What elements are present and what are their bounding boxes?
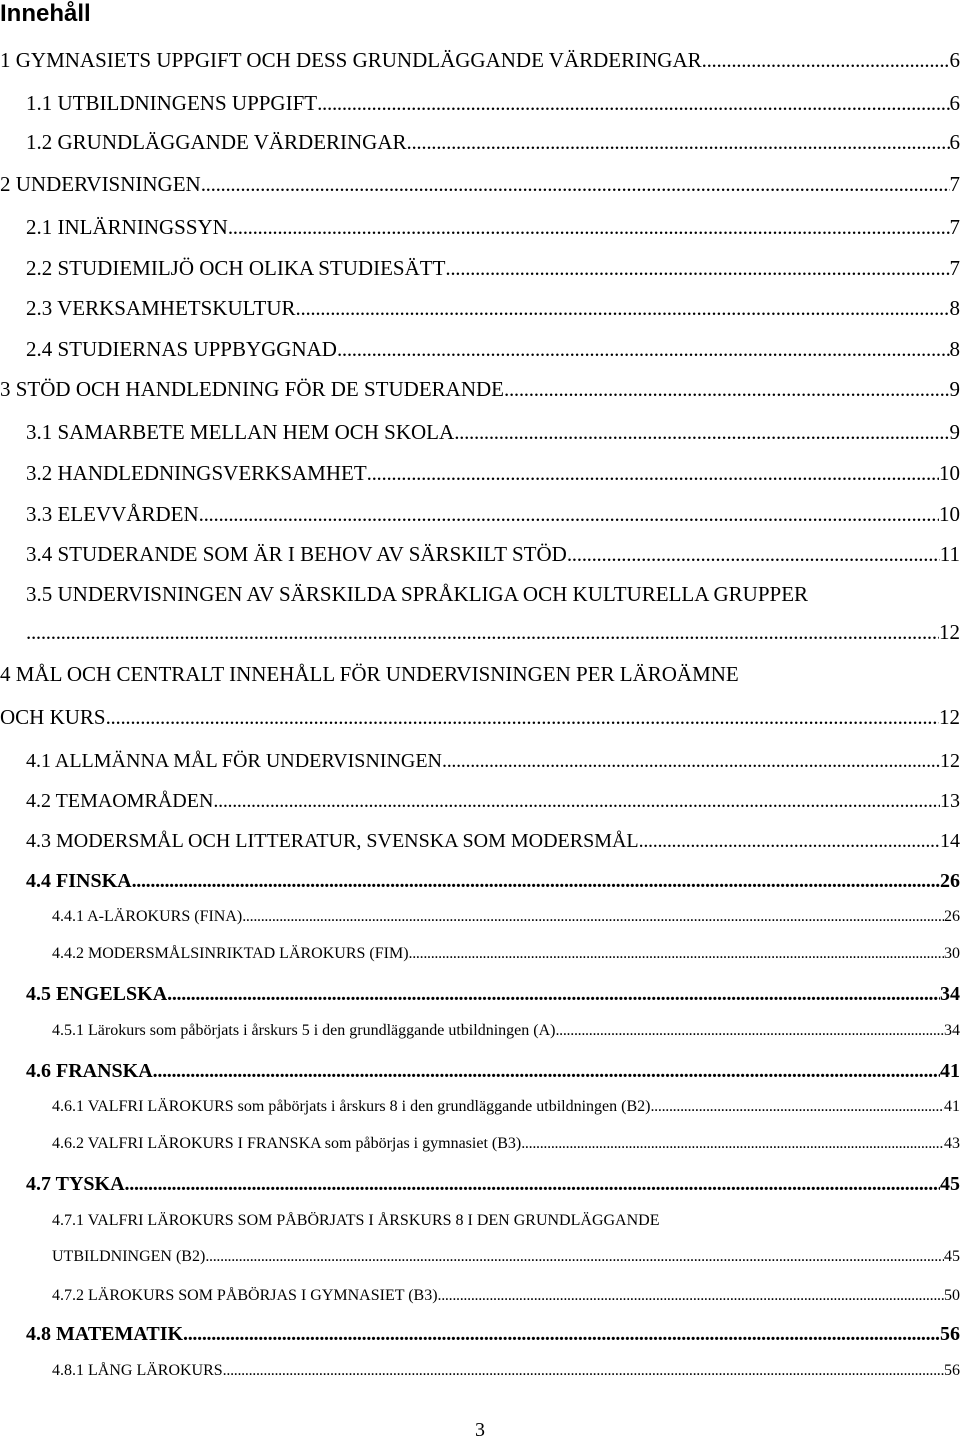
toc-entry[interactable] [52,1362,960,1388]
toc-entry-title: 4.6.1 VALFRI LÄROKURS som påbörjats i årskurs 8 i den grundläggande utbildningen (B2) [52,1098,650,1116]
toc-entry-title: 2.4 STUDIERNAS UPPBYGGNAD [26,337,337,362]
toc-entry[interactable] [26,215,960,241]
toc-entry-page: 6 [950,48,960,73]
toc-entry[interactable] [26,91,960,117]
toc-entry[interactable] [0,172,960,198]
toc-entry-title: 2.3 VERKSAMHETSKULTUR [26,296,296,321]
toc-entry-title-cont: OCH KURS [0,705,106,730]
toc-entry-title: 3.3 ELEVVÅRDEN [26,502,199,527]
toc-leader-dots [201,172,950,197]
toc-leader-dots [228,215,950,240]
toc-entry-title: 4.3 MODERSMÅL OCH LITTERATUR, SVENSKA SOM MODERSMÅL [26,830,639,853]
toc-entry-page: 12 [939,620,960,645]
toc-entry[interactable] [26,790,960,816]
toc-entry-page: 7 [950,172,960,197]
toc-entry-title: 4.5 ENGELSKA [26,983,167,1006]
toc-leader-dots [223,1362,944,1380]
toc-entry-title: 4.8.1 LÅNG LÄROKURS [52,1362,223,1380]
toc-entry[interactable] [26,750,960,776]
toc-entry[interactable] [52,1098,960,1124]
toc-leader-dots [132,870,940,893]
toc-leader-dots [167,983,940,1006]
toc-entry[interactable] [26,542,960,568]
toc-entry[interactable] [26,830,960,856]
toc-entry-page: 9 [950,420,960,445]
toc-entry-title: 2.2 STUDIEMILJÖ OCH OLIKA STUDIESÄTT [26,256,445,281]
toc-entry[interactable] [52,1248,960,1274]
toc-entry-page: 30 [944,945,960,963]
toc-leader-dots [183,1323,940,1346]
toc-entry-title-cont: UTBILDNINGEN (B2) [52,1248,205,1266]
toc-leader-dots [242,908,944,926]
toc-entry-title: 4.4.1 A-LÄROKURS (FINA) [52,908,242,926]
toc-entry-page: 26 [944,908,960,926]
toc-entry-title: 4.5.1 Lärokurs som påbörjats i årskurs 5 i den grundläggande utbildningen (A) [52,1022,555,1040]
toc-leader-dots [26,620,939,645]
toc-entry[interactable] [52,1135,960,1161]
toc-entry-page: 41 [944,1098,960,1116]
toc-entry[interactable] [26,1173,960,1199]
toc-leader-dots [454,420,949,445]
toc-leader-dots [407,130,950,155]
toc-entry-page: 6 [950,91,960,116]
toc-entry[interactable] [0,377,960,403]
toc-entry[interactable] [26,296,960,322]
toc-entry-page: 11 [940,542,960,567]
toc-entry-page: 10 [939,502,960,527]
toc-entry-page: 12 [940,750,960,773]
toc-leader-dots [521,1135,944,1153]
toc-entry-page: 8 [950,296,960,321]
toc-entry-title: 1.2 GRUNDLÄGGANDE VÄRDERINGAR [26,130,407,155]
toc-entry-title: 4.4.2 MODERSMÅLSINRIKTAD LÄROKURS (FIM) [52,945,409,963]
toc-entry-page: 6 [950,130,960,155]
toc-entry-title[interactable]: 4 MÅL OCH CENTRALT INNEHÅLL FÖR UNDERVISNINGEN PER LÄROÄMNE [0,662,739,687]
toc-entry[interactable] [26,130,960,156]
toc-entry-title: 4.2 TEMAOMRÅDEN [26,790,213,813]
toc-entry-page: 7 [950,256,960,281]
toc-leader-dots [639,830,940,853]
toc-leader-dots [445,256,949,281]
toc-leader-dots [702,48,950,73]
toc-leader-dots [199,502,939,527]
toc-entry[interactable] [26,620,960,646]
toc-entry-title[interactable]: 3.5 UNDERVISNINGEN AV SÄRSKILDA SPRÅKLIGA OCH KULTURELLA GRUPPER [26,582,808,607]
toc-entry[interactable] [52,908,960,934]
page-number: 3 [0,1418,960,1442]
page-title: Innehåll [0,0,91,30]
toc-leader-dots [106,705,939,730]
toc-entry-page: 14 [940,830,960,853]
toc-entry-page: 10 [939,461,960,486]
toc-entry-title: 4.6.2 VALFRI LÄROKURS I FRANSKA som påbörjas i gymnasiet (B3) [52,1135,521,1153]
toc-leader-dots [438,1287,944,1305]
toc-entry[interactable] [26,1060,960,1086]
toc-entry-page: 26 [940,870,960,893]
toc-leader-dots [555,1022,944,1040]
toc-entry-title: 4.8 MATEMATIK [26,1323,183,1346]
toc-entry-page: 45 [944,1248,960,1266]
toc-entry-title[interactable]: 4.7.1 VALFRI LÄROKURS SOM PÅBÖRJATS I ÅRSKURS 8 I DEN GRUNDLÄGGANDE [52,1212,659,1230]
toc-leader-dots [205,1248,944,1266]
toc-entry-title: 4.7 TYSKA [26,1173,125,1196]
toc-entry-title: 3 STÖD OCH HANDLEDNING FÖR DE STUDERANDE [0,377,504,402]
toc-entry-title: 3.2 HANDLEDNINGSVERKSAMHET [26,461,367,486]
toc-leader-dots [567,542,940,567]
toc-entry-title: 4.4 FINSKA [26,870,132,893]
toc-entry-page: 45 [940,1173,960,1196]
toc-entry[interactable] [0,48,960,74]
toc-entry-title: 4.1 ALLMÄNNA MÅL FÖR UNDERVISNINGEN [26,750,442,773]
toc-leader-dots [409,945,944,963]
toc-entry-page: 43 [944,1135,960,1153]
toc-entry-page: 34 [940,983,960,1006]
toc-entry[interactable] [26,337,960,363]
toc-leader-dots [442,750,940,773]
toc-entry-title: 1 GYMNASIETS UPPGIFT OCH DESS GRUNDLÄGGANDE VÄRDERINGAR [0,48,702,73]
toc-entry[interactable] [26,461,960,487]
toc-entry-page: 56 [944,1362,960,1380]
toc-leader-dots [125,1173,940,1196]
toc-entry-page: 7 [950,215,960,240]
toc-entry-page: 13 [940,790,960,813]
toc-entry-page: 56 [940,1323,960,1346]
toc-entry[interactable] [52,945,960,971]
toc-entry-title: 2.1 INLÄRNINGSSYN [26,215,228,240]
toc-entry[interactable] [26,870,960,896]
toc-leader-dots [213,790,940,813]
toc-entry[interactable] [26,420,960,446]
toc-entry-title: 4.7.2 LÄROKURS SOM PÅBÖRJAS I GYMNASIET (B3) [52,1287,438,1305]
toc-entry-page: 12 [939,705,960,730]
toc-entry[interactable] [52,1022,960,1048]
toc-leader-dots [337,337,950,362]
toc-leader-dots [650,1098,944,1116]
toc-entry-page: 8 [950,337,960,362]
toc-entry[interactable] [26,502,960,528]
toc-entry[interactable] [52,1287,960,1313]
toc-leader-dots [367,461,939,486]
toc-entry[interactable] [26,256,960,282]
toc-entry-page: 41 [940,1060,960,1083]
toc-leader-dots [504,377,950,402]
toc-entry-title: 2 UNDERVISNINGEN [0,172,201,197]
toc-entry-title: 3.1 SAMARBETE MELLAN HEM OCH SKOLA [26,420,454,445]
toc-leader-dots [317,91,949,116]
toc-entry-page: 50 [944,1287,960,1305]
toc-entry-title: 4.6 FRANSKA [26,1060,153,1083]
toc-entry[interactable] [26,1323,960,1349]
toc-entry[interactable] [0,705,960,731]
toc-leader-dots [296,296,950,321]
toc-entry[interactable] [26,983,960,1009]
toc-entry-title: 1.1 UTBILDNINGENS UPPGIFT [26,91,317,116]
toc-entry-title: 3.4 STUDERANDE SOM ÄR I BEHOV AV SÄRSKILT STÖD [26,542,567,567]
toc-entry-page: 34 [944,1022,960,1040]
toc-leader-dots [153,1060,940,1083]
toc-entry-page: 9 [950,377,960,402]
